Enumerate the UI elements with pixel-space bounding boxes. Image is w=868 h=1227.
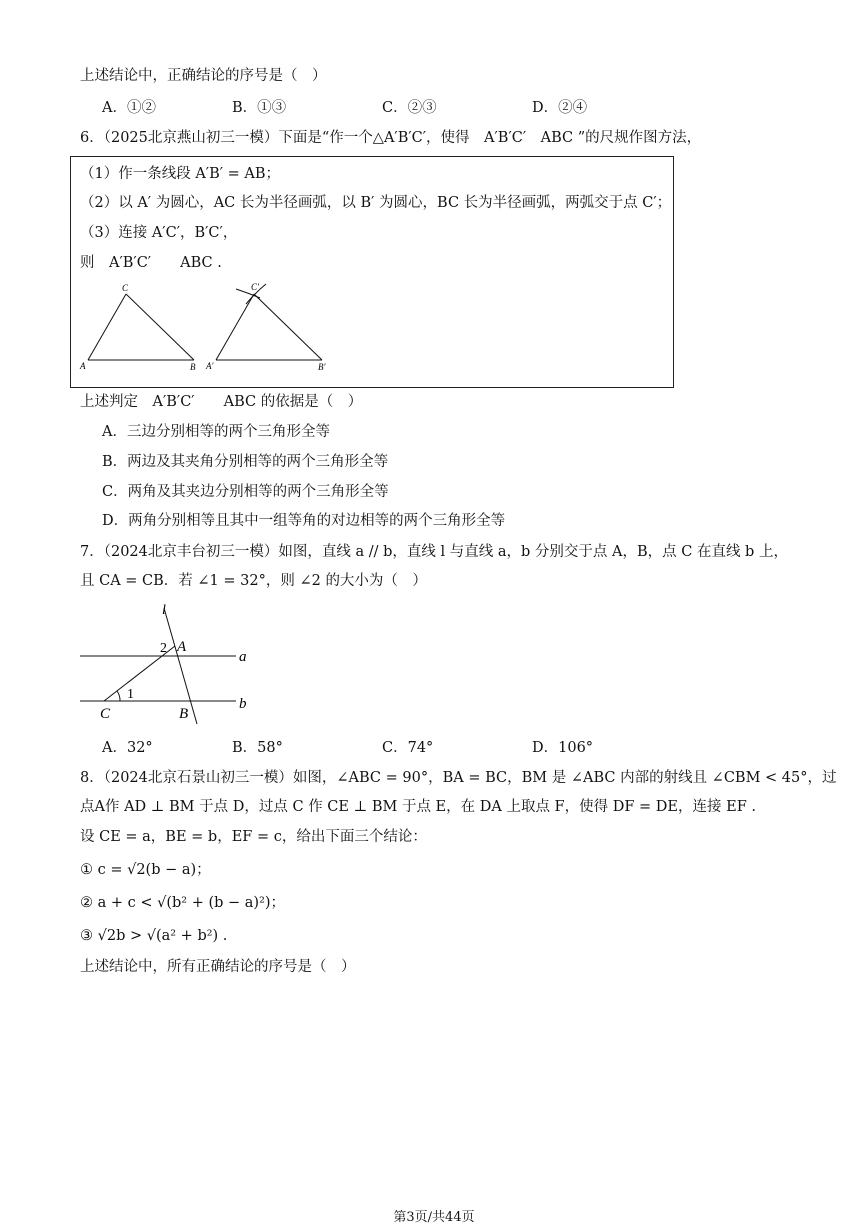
- q8-conclusion-3: ③ √2b > √(a² + b²) .: [80, 928, 228, 944]
- label-a-prime: A′: [206, 361, 214, 371]
- q8-prompt: 上述结论中，所有正确结论的序号是（ ）: [80, 959, 356, 975]
- q7-option-d: D．106°: [532, 740, 594, 756]
- label-angle-1: 1: [127, 687, 134, 702]
- label-l: l: [162, 603, 166, 618]
- q6-stem: 6．（2025北京燕山初三一模）下面是“作一个△A′B′C′，使得 A′B′C′ ABC ”的尺规作图方法，: [80, 130, 702, 146]
- q5-prompt: 上述结论中，正确结论的序号是（ ）: [80, 68, 327, 84]
- q7-stem-line-2: 且 CA = CB．若 ∠1 = 32°，则 ∠2 的大小为（ ）: [80, 573, 427, 589]
- label-b: B: [190, 362, 196, 372]
- page-footer: 第3页/共44页: [393, 1210, 475, 1225]
- q6-step-3: （3）连接 A′C′，B′C′，: [80, 225, 238, 241]
- triangle-abc: [88, 294, 194, 360]
- label-point-a: A: [177, 639, 187, 655]
- q6-option-c: C．两角及其夹边分别相等的两个三角形全等: [102, 484, 389, 500]
- q8-stem-line-2: 点A作 AD ⊥ BM 于点 D，过点 C 作 CE ⊥ BM 于点 E，在 DA 上取点 F，使得 DF = DE，连接 EF .: [80, 799, 756, 815]
- q6-figure: [76, 280, 346, 380]
- label-angle-2: 2: [160, 641, 167, 656]
- q5-option-c: C．②③: [382, 100, 437, 116]
- q7-stem-line-1: 7．（2024北京丰台初三一模）如图，直线 a // b，直线 l 与直线 a，b 分别交于点 A，B，点 C 在直线 b 上，: [80, 544, 788, 560]
- label-line-b: b: [239, 696, 247, 712]
- q6-conclusion: 则 A′B′C′ ABC .: [80, 255, 222, 271]
- label-point-c: C: [100, 706, 111, 722]
- angle-1-arc: [117, 691, 120, 701]
- q8-stem-line-1: 8．（2024北京石景山初三一模）如图，∠ABC = 90°，BA = BC，BM 是 ∠ABC 内部的射线且 ∠CBM < 45°，过: [80, 770, 837, 786]
- q7-option-c: C．74°: [382, 740, 434, 756]
- label-a: A: [80, 361, 86, 371]
- label-b-prime: B′: [318, 362, 326, 372]
- q7-option-a: A．32°: [102, 740, 153, 756]
- q8-conclusion-1: ① c = √2(b − a)；: [80, 862, 211, 878]
- q6-option-d: D．两角分别相等且其中一组等角的对边相等的两个三角形全等: [102, 513, 506, 529]
- label-c: C: [122, 283, 129, 293]
- q8-conclusion-2: ② a + c < √(b² + (b − a)²)；: [80, 895, 286, 911]
- triangle-a-prime-b-prime-c-prime: [216, 284, 322, 360]
- q5-option-d: D．②④: [532, 100, 588, 116]
- q6-option-b: B．两边及其夹角分别相等的两个三角形全等: [102, 454, 389, 470]
- q8-stem-line-3: 设 CE = a，BE = b，EF = c，给出下面三个结论：: [80, 829, 427, 845]
- q7-option-b: B．58°: [232, 740, 283, 756]
- q7-figure: [76, 600, 266, 726]
- q5-option-a: A．①②: [102, 100, 156, 116]
- q6-prompt: 上述判定 A′B′C′ ABC 的依据是（ ）: [80, 394, 363, 410]
- label-point-b: B: [179, 706, 189, 722]
- q6-step-2: （2）以 A′ 为圆心，AC 长为半径画弧，以 B′ 为圆心，BC 长为半径画弧，两弧交于点 C′；: [80, 195, 672, 211]
- q5-option-b: B．①③: [232, 100, 287, 116]
- label-c-prime: C′: [251, 282, 259, 292]
- q6-step-1: （1）作一条线段 A′B′ = AB；: [80, 166, 281, 182]
- label-line-a: a: [239, 649, 247, 665]
- q6-option-a: A．三边分别相等的两个三角形全等: [102, 424, 330, 440]
